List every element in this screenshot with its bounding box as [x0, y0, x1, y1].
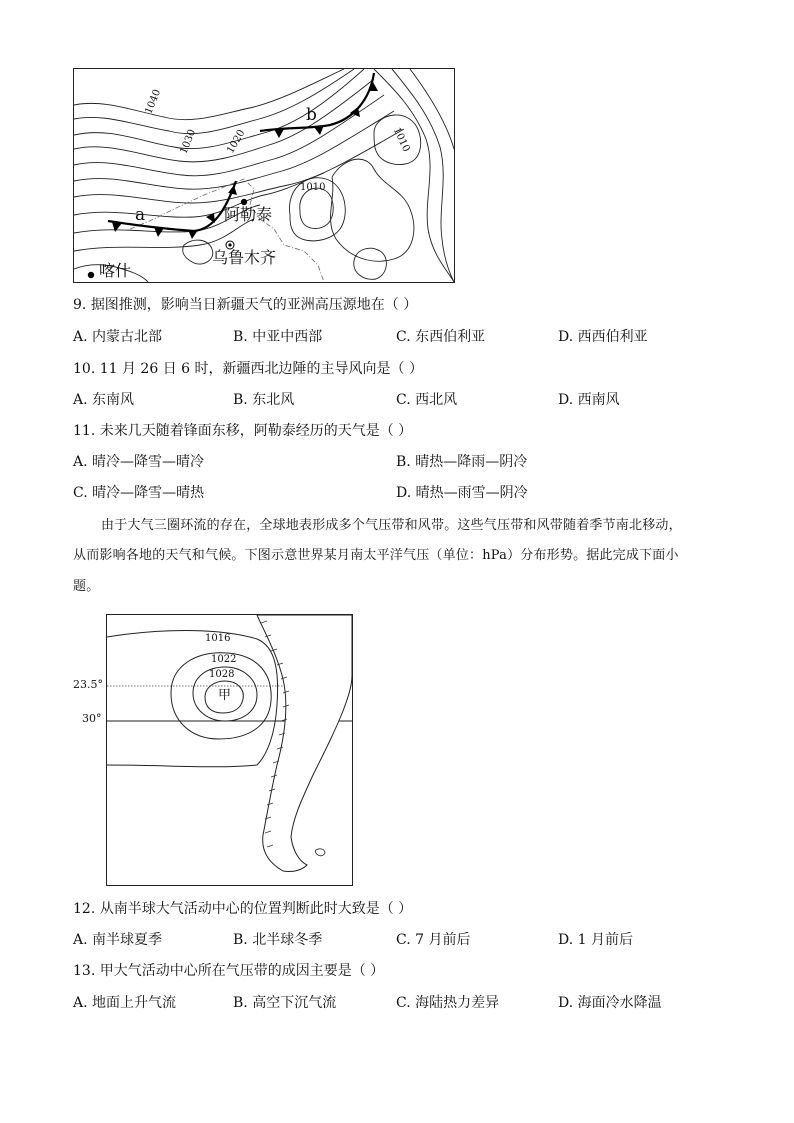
front-label-a: a — [135, 205, 146, 225]
option-13d: D. 海面冷水降温 — [558, 995, 662, 1011]
isobar-line — [183, 240, 213, 264]
option-10b: B. 东北风 — [233, 392, 295, 408]
isobar-label-1010-center: 1010 — [300, 182, 326, 193]
question-number: 11. — [73, 423, 96, 439]
option-13a: A. 地面上升气流 — [73, 995, 177, 1011]
question-number: 13. — [73, 963, 96, 979]
isobar-line — [354, 248, 387, 279]
isobar-line — [374, 69, 454, 282]
high-center-label: 甲 — [218, 688, 232, 703]
isobar-line — [392, 69, 454, 282]
isobar-label-1016: 1016 — [205, 633, 231, 644]
front-b-triangle — [274, 129, 284, 138]
option-9a: A. 内蒙古北部 — [73, 329, 163, 345]
question-13 — [73, 964, 384, 978]
front-b-triangle — [368, 82, 378, 91]
option-10a: A. 东南风 — [73, 392, 135, 408]
isobar-line — [74, 69, 364, 149]
isobar-label-1010-east: 1010 — [390, 125, 412, 154]
option-12a: A. 南半球夏季 — [73, 932, 163, 948]
front-a-line — [108, 181, 236, 231]
option-12c: C. 7 月前后 — [396, 932, 471, 948]
option-10d: D. 西南风 — [558, 392, 620, 408]
isobar-label-1028: 1028 — [209, 669, 235, 680]
option-9b: B. 中亚中西部 — [233, 329, 323, 345]
intro-paragraph-line-2: 从而影响各地的天气和气候。下图示意世界某月南太平洋气压（单位：hPa）分布形势。据此完成下面小 — [73, 548, 679, 563]
option-13c: C. 海陆热力差异 — [396, 995, 500, 1011]
option-13b: B. 高空下沉气流 — [233, 995, 337, 1011]
question-stem: 据图推测，影响当日新疆天气的亚洲高压源地在（ ） — [90, 297, 418, 313]
question-12 — [73, 902, 412, 916]
option-11c: C. 晴冷—降雪—晴热 — [73, 485, 205, 501]
pressure-map-south-pacific — [106, 614, 353, 886]
front-a-triangle — [228, 185, 237, 195]
latitude-label-30: 30° — [82, 712, 102, 725]
latitude-label-23-5: 23.5° — [73, 678, 103, 691]
city-label-urumqi: 乌鲁木齐 — [212, 248, 277, 267]
option-11d: D. 晴热—雨雪—阴冷 — [396, 485, 528, 501]
city-dot-kashgar — [88, 272, 94, 278]
isobar-label-1040: 1040 — [143, 87, 164, 116]
isobar-line — [331, 159, 414, 261]
front-a-triangle — [112, 222, 122, 232]
question-stem: 未来几天随着锋面东移，阿勒泰经历的天气是（ ） — [99, 423, 413, 439]
question-stem: 甲大气活动中心所在气压带的成因主要是（ ） — [99, 963, 385, 979]
falkland-islands — [315, 849, 325, 856]
isobar-label-1030: 1030 — [178, 127, 199, 156]
option-9d: D. 西西伯利亚 — [558, 329, 648, 345]
isobar-1016 — [107, 631, 278, 767]
city-dot-urumqi — [228, 243, 231, 246]
front-a-triangle — [188, 230, 198, 239]
isobar-line — [74, 69, 344, 120]
question-number: 10. — [73, 361, 96, 377]
question-9 — [73, 298, 417, 312]
question-number: 9. — [73, 297, 87, 313]
intro-paragraph-line-1: 由于大气三圈环流的存在，全球地表形成多个气压带和风带。这些气压带和风带随着季节南北移动， — [101, 518, 682, 533]
option-12b: B. 北半球冬季 — [233, 932, 323, 948]
option-10c: C. 西北风 — [396, 392, 458, 408]
intro-paragraph-line-3: 题。 — [73, 579, 100, 594]
option-9c: C. 东西伯利亚 — [396, 329, 486, 345]
option-12d: D. 1 月前后 — [558, 932, 633, 948]
isobar-line — [300, 188, 333, 228]
isobar-map-xinjiang — [73, 68, 455, 283]
isobar-label-1020: 1020 — [225, 127, 248, 156]
question-number: 12. — [73, 901, 96, 917]
city-label-kashgar: 喀什 — [99, 261, 132, 280]
city-label-altay: 阿勒泰 — [224, 205, 273, 224]
front-label-b: b — [306, 105, 317, 125]
option-11a: A. 晴冷—降雪—晴冷 — [73, 454, 205, 470]
question-stem: 11 月 26 日 6 时，新疆西北边陲的主导风向是（ ） — [99, 361, 423, 377]
question-stem: 从南半球大气活动中心的位置判断此时大致是（ ） — [99, 901, 413, 917]
isobar-line — [410, 69, 454, 149]
isobar-label-1022: 1022 — [211, 654, 237, 665]
option-11b: B. 晴热—降雨—阴冷 — [396, 454, 528, 470]
question-11 — [73, 424, 412, 438]
question-10 — [73, 362, 423, 376]
